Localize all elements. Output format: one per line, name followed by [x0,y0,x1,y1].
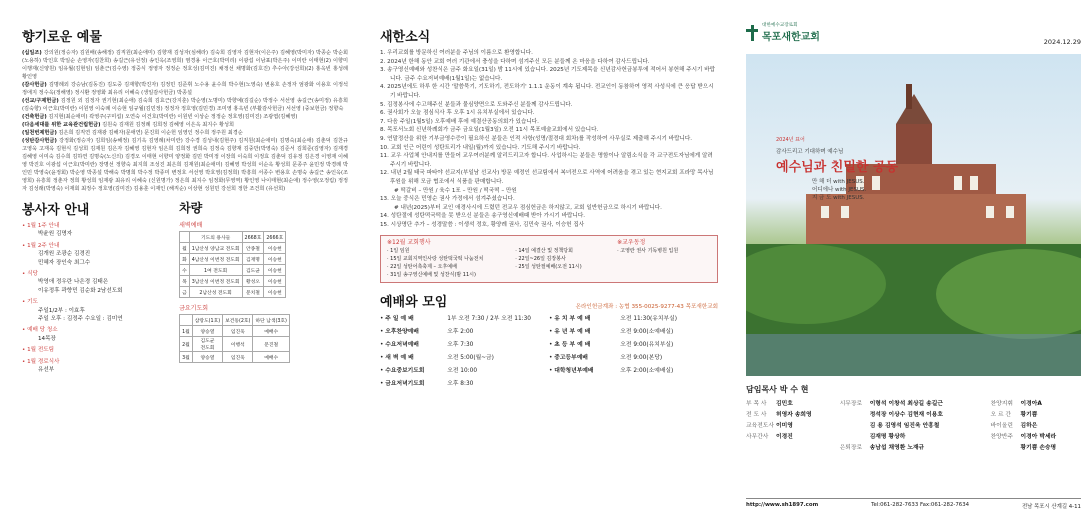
offering-label: (감사헌금) [22,82,47,88]
offering-title: 향기로운 예물 [22,30,102,45]
offering-entry [22,129,348,137]
vehicle-title: 차량 [179,201,203,215]
table-row [180,243,286,254]
volunteer-item [22,346,169,354]
table-header-row [180,232,286,243]
volunteer-item [22,270,169,295]
offering-entry [22,113,348,121]
table-cell: 김도균 [242,265,264,276]
table-cell: 2남산성 전도회 [189,287,242,298]
offering-label: (건축헌금) [22,114,47,120]
offering-names: 김명례외 강승남(김동진) 김도중 김재향(박진자) 김정민 김준휘 노수용 윤수희 박수현(노영숙) 변용호 손정자 엄광화 이용호 이정석 정애지 정수옥(정해영) 정시환 정영화 최유리 이혜숙 (생일감사헌금) 박종설 [22,82,348,96]
website-link[interactable]: http://www.sh1897.com [746,502,819,508]
news-item: 10. 교회 인근 어린이 성탄트리가 내일(월)까지 있습니다. 기도해 주시기 바랍니다. [380,144,581,151]
volunteer-list [22,222,169,375]
offering-names: 강의원(정승자) 김원배(송해정) 김직원(최순애미) 김향재 김성자(심해라) 김숙희 김영자 김현자(이은주) 김혜영(박미자) 박종순 박순회(노용하) 박인호 박일순 손영자(김찬희) 송길근(유선정) 송인옥(조영희) 염경용 이근호(박미리) 이광섭 이남표(박은주) 이미란 이태현(2) 이향미 이행재(신양원) 임유월(김현임) 임춘근(김수영) 정중식 정영자 정정순 정호성(김미진) 채정선 채명화(김호진) 추수아(강선희)(2) 홍옥빈 홍성례 황인영 [22,50,349,80]
staff-name: 김민호 [776,401,793,407]
address: 전남 목포시 산계길 4-11 [1021,504,1081,510]
worship-time: 오후 7:30 [447,342,474,349]
staff-role: 교육전도사 [746,423,774,429]
news-item: 6. 권사회가 오늘 점심식사 후 오후 1시 유치부실에서 있습니다. [380,110,535,117]
table-cell: 임진욱 [223,326,253,337]
table-row [180,265,286,276]
bulletin-date: 2024.12.29 [1043,38,1081,46]
staff-name: 허영자 송희영 [776,412,812,418]
worship-row: • 중고등부예배 오전 9:00(본당) [549,355,663,362]
table-cell: 금 [180,287,190,298]
offering-names: 김은희 김직연 김재광 김해자(문애연) 문진희 이순헌 임영인 정수희 정주원 최경순 [58,130,243,136]
news-item: 7. 다음 주일(1월5일) 오후예배 후에 예결산공동의회가 있습니다. [380,118,539,125]
worship-time: 오전 9:00(본당) [620,355,663,362]
motto-block [776,136,936,202]
volunteer-label: • 식당 [22,271,38,278]
cross-icon [746,25,758,41]
staff-role: 은퇴장로 [839,445,863,451]
news-title: 새한소식 [380,30,431,45]
schedule-title: ※12월 교회행사 [387,239,431,247]
news-item: # 떡갈비 – 만원 / 육수 1포 – 만원 / 떡국떡 – 만원 [394,187,517,194]
table-cell: 월 [180,243,190,254]
worship-time: 오전 11:30(유치부실) [620,316,677,323]
motto-small: 감사드리고 기대하며 예수님 [776,149,844,155]
news-item: 8. 목포서노회 신년하례회가 금주 금요일(1월3일) 오전 11시 목포예술교회에서 있습니다. [380,127,599,134]
offering-entry [22,49,348,81]
table-cell: 이승헌 [264,265,286,276]
middle-panel [368,0,726,516]
staff-row [991,410,1081,421]
table-cell: 이승헌 [264,243,286,254]
staff-row [840,399,983,443]
table-cell: 이승헌 [264,276,286,287]
volunteer-names: 14목장 [38,335,56,342]
offering-entry [22,121,348,129]
volunteer-item [22,298,169,323]
news-item: 12. 내년 2월 태국 파타야 선교지(부일남 선교사) 방문 예정인 선교팀에서 복녀전으로 사역에 어려움을 겪고 있는 현지교회 프라망 목사님 후원을 위해 모금 협조에서 식품을 판매합니다. [380,170,714,185]
volunteer-names: 김개원 조광순 김경진 민혜자 장인숙 최그수 [38,251,91,266]
left-panel [0,0,358,516]
motto-line: 지 금 도 with JESUS. [812,195,865,201]
worship-row: • 대학청년부예배 오후 2:00(소예배실) [549,368,674,375]
table-row [180,254,286,265]
table-header: 기도의 용사들 [189,232,242,243]
member-news-item: · 고영란 권사 기독병원 입원 [617,248,679,255]
worship-time: 오전 10:00 [447,368,478,375]
staff-role: 찬양반주 [990,434,1013,440]
offering-label: (일천번제헌금) [22,130,57,136]
volunteer-item [22,358,169,375]
church-footer [746,498,1081,510]
staff-row [991,399,1081,410]
staff-name: 이경아 박세라 황기쁨 손승명 [1020,434,1057,451]
table-cell: 1남산성 양남교 전도회 [189,243,242,254]
worship-name: 금요저녁기도회 [385,381,425,388]
worship-row: • 새 벽 예 배 오전 5:00(월~금) [380,355,494,362]
table-row [180,352,290,363]
news-item: 5. 김정봉사에 수고해주신 분들과 물심양면으로 도와주신 분들께 감사드립니다. [380,101,573,108]
news-item: 13. 오늘 중식은 민영순 권사 가정에서 섬겨주셨습니다. [380,196,515,203]
motto-main: 예수님과 친밀한 공동 [776,160,899,175]
table-cell: 김재명 [242,254,264,265]
staff-row [991,421,1081,432]
volunteer-item [22,242,169,267]
offering-names: 김정원 외 김정자 권기현(최순애) 김숙희 김효근(강지훈) 박순영(노명미) 박향예(김길순) 박정수 서선영 송길근(송미정) 유흥희(김숙향) 이근호(박미란) 이원영 이숙례 이승현 임규월(김민정) 정정자 정호영(김민경) 조미영 홍옥빈 (부활감사헌금) 서선영 (중보헌금) 정향숙 [22,98,348,112]
table-cell: 양승열 [192,326,222,337]
online-account: 온라인헌금계좌 : 농협 355-0025-9277-43 목포새한교회 [575,304,718,311]
table-cell: 2월 [180,337,193,352]
schedule-item: · 14일 예결산 및 정책당회 [515,248,573,255]
worship-name: 중고등부예배 [554,355,588,362]
friday-subtitle: 금요기도회 [179,305,209,312]
staff-name: 이형석 이창석 최상길 송길근 정석장 이상수 김현재 이용호 김 용 김영석 임진욱 안홍철 김재명 황상하 [869,401,943,440]
staff-row [746,432,832,443]
offering-entry [22,97,348,113]
table-header [180,232,190,243]
worship-name: 초 등 부 예 배 [554,342,591,349]
member-news-title: ※교우동정 [617,239,646,247]
staff-role: 사무간사 [746,434,769,440]
table-header: 2668호 [242,232,264,243]
motto-line: 어디에나 with JESUS. [812,187,867,193]
table-cell: 예배수 [253,352,290,363]
worship-time: 오후 8:30 [447,381,474,388]
worship-name: 주 일 예 배 [385,316,414,323]
volunteer-names: 주일1/2부 : 이효후 주일 오후 : 김정주 수요일 : 김미연 [38,307,123,323]
staff-role: 찬양지휘 [990,401,1013,407]
motto-line: 만 해 더 with JESUS. [812,179,865,185]
table-cell: 임진욱 [223,352,253,363]
table-cell: 안종철 [242,243,264,254]
volunteer-title: 봉사자 안내 [22,203,90,218]
schedule-item: · 22일 성탄어촉축제 – 오후예배 [387,264,457,271]
worship-row: • 금요저녁기도회 오후 8:30 [380,381,474,388]
volunteer-label: • 기도 [22,299,38,306]
table-cell: 양승열 [192,352,222,363]
volunteer-names: 박영애 정우란 나은경 김태은 이유정후 곽향민 김순화 2남선도회 [38,279,123,294]
staff-name: 이경진 [776,434,793,440]
worship-row: • 초 등 부 예 배 오전 9:00(유치부실) [549,342,674,349]
news-item: 2. 2024년 한해 동안 교회 여러 기관에서 충성을 다하며 섬겨주신 모든 분들께 온 마음을 다하여 감사드립니다. [380,58,650,65]
offering-entry [22,81,348,97]
table-header [180,315,193,326]
staff-role: 시무장로 [839,401,863,407]
worship-time: 오전 9:00(유치부실) [620,342,674,349]
volunteer-label: • 1월 경로식사 [22,358,60,365]
staff-name: 송남섭 채영환 노재규 [869,445,925,451]
staff-row [840,443,983,454]
worship-row: • 유 년 부 예 배 오전 9:00(소예배실) [549,329,674,336]
table-row [180,276,286,287]
table-cell: 4남산성 이번정 전도회 [189,254,242,265]
table-cell: 이행석 [223,337,253,352]
schedule-item: · 1일 임원 [387,248,410,255]
table-cell: 3월 [180,352,193,363]
table-header: 보건동(2호) [223,315,253,326]
table-cell: 3남산성 이번정 전도회 [189,276,242,287]
motto-year: 2024년 표어 [776,137,805,143]
staff-name: 이경아A [1020,401,1042,407]
worship-time: 1부 오전 7:30 / 2부 오전 11:30 [447,316,531,323]
worship-time: 오전 9:00(소예배실) [620,329,674,336]
worship-row: • 수요저녁예배 오후 7:30 [380,342,474,349]
table-cell: 수 [180,265,190,276]
worship-name: 유 치 부 예 배 [554,316,591,323]
table-row [180,326,290,337]
news-item: 1. 우리교회를 방문하신 여러분을 주님의 이름으로 환영합니다. [380,50,533,56]
volunteer-section [22,199,169,378]
table-header: 하단 남색(3호) [253,315,290,326]
news-list [380,49,718,229]
offering-label: (성탄감사헌금) [22,138,57,144]
table-cell: 목 [180,276,190,287]
church-photo [746,54,1081,376]
table-header-row [180,315,290,326]
news-item: 14. 성탄절에 성탄떡국떡을 못 받으신 분들은 송구영신예배때 받아 가시기 바랍니다. [380,213,585,220]
worship-name: 수요저녁예배 [385,342,419,349]
staff-row [746,399,832,410]
staff-name: 김하은 [1020,423,1038,429]
volunteer-item [22,222,169,239]
table-cell: 이승헌 [264,254,286,265]
staff-name: 황기쁨 [1020,412,1038,418]
worship-name: 유 년 부 예 배 [554,329,591,336]
schedule-item: · 31일 송구영신예배 및 성찬식(밤 11시) [387,272,476,279]
table-cell: 화 [180,254,190,265]
volunteer-label: • 예배 당 청소 [22,327,58,334]
table-cell: 1월 [180,326,193,337]
staff-name: 이미영 [776,423,793,429]
worship-name: 대학청년부예배 [554,368,594,375]
church-subtitle: 대한예수교장로회 [762,23,798,28]
worship-row: • 오후찬양예배 오후 2:00 [380,329,474,336]
table-cell: 문진철 [253,337,290,352]
offering-list [22,49,348,193]
volunteer-names: 유선부 [38,367,55,374]
table-header: 2666호 [264,232,286,243]
volunteer-item [22,326,169,343]
church-building-illustration [746,54,1081,376]
table-row [180,287,286,298]
offering-names: 김원숙 김재원 김정례 김희정 김혜영 이은옥 최지수 황성희 [102,122,234,128]
staff-role: 오 르 간 [990,412,1012,418]
offering-entry [22,137,348,193]
volunteer-names: 박윤원 김명자 [38,231,73,238]
dawn-vehicle-table [179,231,286,298]
worship-name: 새 벽 예 배 [385,355,414,362]
table-header: 삼랑도(1호) [192,315,222,326]
volunteer-label: • 1월 2주 안내 [22,242,60,249]
table-cell: 이승헌 [264,287,286,298]
staff-role: 부 목 사 [746,401,767,407]
worship-time: 오후 2:00 [447,329,474,336]
offering-names: 김지현(최순애미) 곽영주(구미섭) 오연숙 이건호(박미란) 이원빈 이상순 정정순 정호영(김미진) 조광엽(김혜영) [48,114,298,120]
worship-time: 오후 2:00(소예배실) [620,368,674,375]
staff-section [746,399,1081,454]
offering-label: (십일조) [22,50,42,56]
offering-label: (선교/구제헌금) [22,98,59,104]
phone-fax: Tel:061-282-7633 Fax:061-282-7634 [871,502,970,508]
table-cell: 황성오 [242,276,264,287]
worship-title: 예배와 모임 [380,295,448,311]
offering-names: 강정화(정승자) 김희임(송해정) 김기옥 김영례(차미란) 강수경 김성내(김현주) 김직원(최순애미) 김명숙(최순애) 김춘덕 김찬규 고영욱 고재옥 김현식 김성희 김재원 김은자 김혜영 김현자 임은희 김희정 권희숙 김정숙 김향재 김중만(박영숙) 김준서 김희준(김영자) 김재경 김혜영 이미숙 김수희 김하연 김명숙(노신의) 김경오 이태현 이향미 양정화 김민 박미정 이장희 이숙희 이정효 김춘덕 김유정 김은경 이영재 이혜영 박진호 이광섭 이근호(박미란) 장명선 정향숙 최지희 조성진 최은희 김재원(최순애미) 김혜영 박성희 이순옥 황성희 문종주 윤민정 박경례 박인민 박영숙(윤정회) 박순영 박종설 박해숙 박명희 박수정 박종미 변정호 서선영 박호영(김정희) 박흥희 서종수 변용호 손명숙 송길근 송인옥(조영희) 유흥희 정춘자 정희 황성희 임재광 최유리 이혜숙 (신원명가) 정은희 최지수 임정화(무영역) 황인영 나이태현(최순애) 정수영(오정림) 정정자 김성래(박영숙) 이재회 최정수 정호영(김미진) 김용훈 이재인 (해직순) 이상현 성원민 강선희 정한 조건희 (유선희) [22,138,348,192]
schedule-item: · 15일 교회지역인사랑 성탄떡국떡 나눔전치 [387,256,484,263]
table-cell: 1여 전도회 [189,265,242,276]
news-item: # 내년(2025)부터 교인 애경사시에 드렸던 전교우 점심헌금은 하지않고, 교회 일반헌금으로 하시기 바랍니다. [394,204,662,211]
offering-label: (다음세대를 위한 교육관건립헌금) [22,122,101,128]
worship-name: 수요중보기도회 [385,368,425,375]
worship-row: • 수요중보기도회 오전 10:00 [380,368,478,375]
staff-row [746,421,832,432]
news-item: 3. 송구영신예배와 성찬식은 금주 화요일(31일) 밤 11시에 있습니다. 2025년 기도제목을 신년감사헌금봉투에 적어서 봉헌해 주시기 바랍니다. 금주 수요저녁예배(1월1일)는 없습니다. [380,67,716,82]
right-panel [736,0,1091,516]
worship-row: • 주 일 예 배 1부 오전 7:30 / 2부 오전 11:30 [380,316,531,323]
church-name: 목포새한교회 [762,32,820,43]
schedule-item: · 22일~26일 김장봉사 [515,256,566,263]
table-cell: 김도균 전도회 [192,337,222,352]
dawn-subtitle: 새벽예배 [179,222,203,229]
news-item: 11. 교우 사업체 안내지를 만들어 교우여러분께 알리드리고자 합니다. 사업하시는 분들은 명함이나 알림소식을 각 교구전도자님에게 알려 주시기 바랍니다. [380,153,713,168]
volunteer-label: • 1월 1주 안내 [22,223,60,229]
worship-times [380,314,718,392]
vehicle-section [179,199,348,378]
worship-time: 오전 5:00(월~금) [447,355,494,362]
worship-row: • 유 치 부 예 배 오전 11:30(유치부실) [549,316,677,323]
table-row [180,337,290,352]
news-item: 15. 시상명단 추가 – 성경말씀 : 이생석 정호, 황양례 권사, 김민숙 권사, 이승헌 집사 [380,221,585,228]
table-cell: 예배수 [253,326,290,337]
schedule-box [380,235,718,283]
friday-vehicle-table [179,314,290,363]
pastor-name: 담임목사 박 수 현 [746,385,809,394]
volunteer-label: • 1월 전도팀 [22,347,55,354]
staff-row [991,432,1081,454]
news-item: 4. 2025년에도 하루 한 시간 '말씀묵기, 기도하기, 전도하기' 1.1.1 운동이 계속 됩니다. 전교인이 동참하여 영적 사성식에 큰 응답 받으시기 바랍니다. [380,84,714,99]
staff-role: 전 도 사 [746,412,767,418]
news-item: 9. 연말정산을 위한 기부금영수증이 필요하신 분들은 인적 사항(성명/절경대 회차)를 작성하여 사무실로 제출해 주시기 바랍니다. [380,135,693,142]
staff-role: 바이올린 [990,423,1013,429]
staff-row [746,410,832,421]
worship-name: 오후찬양예배 [385,329,419,336]
schedule-item: · 25일 성탄절예배(오전 11시) [515,264,582,271]
table-cell: 문치철 [242,287,264,298]
